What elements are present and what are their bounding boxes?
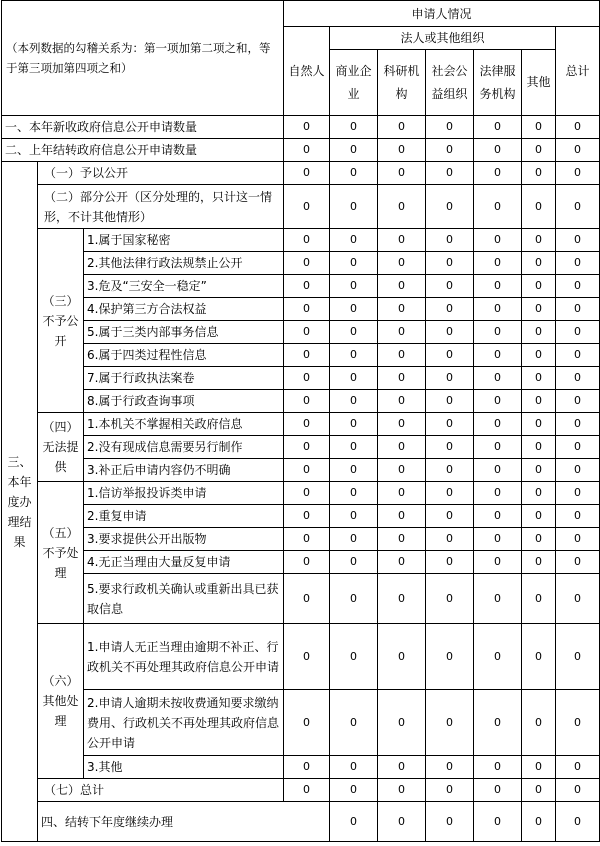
table-cell: 0 (284, 690, 330, 756)
table-cell: 0 (378, 344, 426, 367)
table-cell: 0 (378, 367, 426, 390)
table-cell: 0 (330, 344, 378, 367)
applicant-header: 申请人情况 (284, 1, 600, 27)
item-enforcement-files: 7.属于行政执法案卷 (84, 367, 284, 390)
item-overdue-fee: 2.申请人逾期未按收费通知要求缴纳费用、行政机关不再处理其政府信息公开申请 (84, 690, 284, 756)
table-cell: 0 (474, 185, 522, 229)
table-cell: 0 (284, 574, 330, 624)
table-cell: 0 (426, 551, 474, 574)
table-cell: 0 (474, 162, 522, 185)
table-cell: 0 (378, 779, 426, 802)
table-cell: 0 (474, 528, 522, 551)
group-not-processed: （五）不予处理 (38, 482, 84, 624)
table-cell: 0 (284, 390, 330, 413)
item-internal-affairs: 5.属于三类内部事务信息 (84, 321, 284, 344)
table-cell: 0 (284, 162, 330, 185)
table-cell: 0 (284, 436, 330, 459)
table-cell: 0 (474, 275, 522, 298)
table-cell: 0 (474, 574, 522, 624)
table-cell: 0 (426, 139, 474, 162)
item-overdue-correction: 1.申请人无正当理由逾期不补正、行政机关不再处理其政府信息公开申请 (84, 624, 284, 690)
table-cell: 0 (556, 756, 600, 779)
table-cell: 0 (474, 482, 522, 505)
table-cell: 0 (474, 624, 522, 690)
table-note: （本列数据的勾稽关系为：第一项加第二项之和，等于第三项加第四项之和） (2, 1, 284, 116)
table-cell: 0 (474, 505, 522, 528)
table-cell: 0 (522, 690, 556, 756)
item-other: 3.其他 (84, 756, 284, 779)
table-cell: 0 (378, 436, 426, 459)
table-cell: 0 (284, 252, 330, 275)
table-cell: 0 (474, 459, 522, 482)
table-cell: 0 (474, 367, 522, 390)
table-cell: 0 (556, 185, 600, 229)
table-cell: 0 (378, 528, 426, 551)
table-cell: 0 (556, 344, 600, 367)
table-cell: 0 (330, 229, 378, 252)
item-petition: 1.信访举报投诉类申请 (84, 482, 284, 505)
table-cell: 0 (426, 690, 474, 756)
table-cell: 0 (284, 275, 330, 298)
table-cell: 0 (474, 436, 522, 459)
table-cell: 0 (522, 505, 556, 528)
table-cell: 0 (378, 116, 426, 139)
table-cell: 0 (474, 321, 522, 344)
table-cell: 0 (426, 436, 474, 459)
table-cell: 0 (426, 185, 474, 229)
table-cell: 0 (426, 275, 474, 298)
table-cell: 0 (522, 624, 556, 690)
table-cell: 0 (522, 344, 556, 367)
table-cell: 0 (556, 162, 600, 185)
table-cell: 0 (284, 139, 330, 162)
table-cell: 0 (284, 528, 330, 551)
item-repeated-mass: 4.无正当理由大量反复申请 (84, 551, 284, 574)
table-cell: 0 (556, 116, 600, 139)
section-annual-results: 三、本年度办理结果 (2, 162, 38, 842)
item-needs-creation: 2.没有现成信息需要另行制作 (84, 436, 284, 459)
group-partially-disclosed: （二）部分公开（区分处理的，只计这一情形，不计其他情形） (38, 185, 284, 229)
table-cell: 0 (330, 624, 378, 690)
table-cell: 0 (556, 298, 600, 321)
table-cell: 0 (426, 229, 474, 252)
table-cell: 0 (426, 367, 474, 390)
table-cell: 0 (426, 624, 474, 690)
natural-person-header: 自然人 (284, 27, 330, 116)
table-cell: 0 (556, 436, 600, 459)
table-cell: 0 (556, 528, 600, 551)
table-cell: 0 (556, 139, 600, 162)
table-cell: 0 (522, 252, 556, 275)
table-cell: 0 (284, 321, 330, 344)
table-cell: 0 (284, 551, 330, 574)
table-cell: 0 (284, 229, 330, 252)
table-cell: 0 (330, 690, 378, 756)
table-cell: 0 (556, 482, 600, 505)
table-cell: 0 (522, 528, 556, 551)
item-admin-inquiry: 8.属于行政查询事项 (84, 390, 284, 413)
table-cell: 0 (426, 390, 474, 413)
table-cell: 0 (556, 574, 600, 624)
table-cell: 0 (284, 624, 330, 690)
group-disclosed: （一）予以公开 (38, 162, 284, 185)
table-cell: 0 (378, 139, 426, 162)
table-cell: 0 (556, 779, 600, 802)
table-cell: 0 (474, 229, 522, 252)
table-cell: 0 (330, 367, 378, 390)
table-cell: 0 (330, 252, 378, 275)
table-cell: 0 (522, 275, 556, 298)
table-cell: 0 (522, 574, 556, 624)
table-cell: 0 (284, 413, 330, 436)
table-cell: 0 (330, 482, 378, 505)
table-cell: 0 (522, 367, 556, 390)
table-cell: 0 (378, 275, 426, 298)
table-cell: 0 (522, 321, 556, 344)
table-cell: 0 (426, 528, 474, 551)
research-header: 科研机构 (378, 50, 426, 116)
table-cell: 0 (284, 344, 330, 367)
gov-info-disclosure-table (1, 0, 600, 842)
table-cell: 0 (378, 390, 426, 413)
table-cell: 0 (474, 390, 522, 413)
table-cell: 0 (522, 482, 556, 505)
table-cell: 0 (378, 505, 426, 528)
section-carry-forward: 四、结转下年度继续办理 (38, 802, 330, 842)
item-three-security: 3.危及“三安全一稳定” (84, 275, 284, 298)
table-cell: 0 (474, 298, 522, 321)
table-cell: 0 (556, 321, 600, 344)
other-header: 其他 (522, 50, 556, 116)
table-cell: 0 (330, 390, 378, 413)
group-total: （七）总计 (38, 779, 284, 802)
table-cell: 0 (474, 690, 522, 756)
table-cell: 0 (522, 185, 556, 229)
table-cell: 0 (426, 482, 474, 505)
table-cell: 0 (522, 413, 556, 436)
item-duplicate: 2.重复申请 (84, 505, 284, 528)
table-cell: 0 (522, 390, 556, 413)
table-cell: 0 (426, 459, 474, 482)
table-cell: 0 (522, 116, 556, 139)
item-third-party: 4.保护第三方合法权益 (84, 298, 284, 321)
table-cell: 0 (522, 459, 556, 482)
table-cell: 0 (556, 624, 600, 690)
table-cell: 0 (330, 275, 378, 298)
group-unable-to-provide: （四）无法提供 (38, 413, 84, 482)
table-cell: 0 (474, 413, 522, 436)
table-cell: 0 (522, 756, 556, 779)
table-cell: 0 (556, 275, 600, 298)
table-cell: 0 (378, 690, 426, 756)
table-cell: 0 (378, 551, 426, 574)
table-cell: 0 (330, 528, 378, 551)
table-cell: 0 (426, 505, 474, 528)
table-cell: 0 (426, 344, 474, 367)
table-cell: 0 (522, 436, 556, 459)
legal-service-header: 法律服务机构 (474, 50, 522, 116)
table-cell: 0 (522, 162, 556, 185)
group-other-handling: （六）其他处理 (38, 624, 84, 779)
table-cell: 0 (522, 298, 556, 321)
table-cell: 0 (378, 229, 426, 252)
table-cell: 0 (330, 551, 378, 574)
table-cell: 0 (556, 459, 600, 482)
table-cell: 0 (330, 779, 378, 802)
table-cell: 0 (426, 413, 474, 436)
table-cell: 0 (556, 367, 600, 390)
table-cell: 0 (426, 756, 474, 779)
table-cell: 0 (426, 321, 474, 344)
table-cell: 0 (330, 505, 378, 528)
table-cell: 0 (556, 802, 600, 842)
table-cell: 0 (284, 116, 330, 139)
table-cell: 0 (556, 390, 600, 413)
table-cell: 0 (284, 367, 330, 390)
group-not-disclosed: （三）不予公开 (38, 229, 84, 413)
table-cell: 0 (426, 252, 474, 275)
table-cell: 0 (556, 551, 600, 574)
table-cell: 0 (378, 624, 426, 690)
table-cell: 0 (474, 139, 522, 162)
table-cell: 0 (330, 298, 378, 321)
item-publications: 3.要求提供公开出版物 (84, 528, 284, 551)
table-cell: 0 (556, 413, 600, 436)
table-cell: 0 (330, 436, 378, 459)
table-cell: 0 (378, 252, 426, 275)
table-cell: 0 (556, 690, 600, 756)
table-cell: 0 (378, 574, 426, 624)
table-cell: 0 (474, 779, 522, 802)
table-cell: 0 (330, 802, 378, 842)
table-cell: 0 (556, 252, 600, 275)
table-cell: 0 (378, 321, 426, 344)
table-cell: 0 (426, 298, 474, 321)
table-cell: 0 (474, 802, 522, 842)
table-cell: 0 (522, 139, 556, 162)
table-cell: 0 (378, 413, 426, 436)
item-state-secret: 1.属于国家秘密 (84, 229, 284, 252)
social-header: 社会公益组织 (426, 50, 474, 116)
table-cell: 0 (474, 551, 522, 574)
table-cell: 0 (378, 482, 426, 505)
table-cell: 0 (426, 574, 474, 624)
item-not-held: 1.本机关不掌握相关政府信息 (84, 413, 284, 436)
table-cell: 0 (330, 459, 378, 482)
table-cell: 0 (474, 116, 522, 139)
section-carried-requests: 二、上年结转政府信息公开申请数量 (2, 139, 284, 162)
table-cell: 0 (474, 344, 522, 367)
table-cell: 0 (426, 116, 474, 139)
table-cell: 0 (522, 229, 556, 252)
table-cell: 0 (426, 779, 474, 802)
item-reconfirm: 5.要求行政机关确认或重新出具已获取信息 (84, 574, 284, 624)
table-cell: 0 (330, 139, 378, 162)
table-cell: 0 (378, 459, 426, 482)
legal-group-header: 法人或其他组织 (330, 27, 556, 50)
table-cell: 0 (522, 779, 556, 802)
table-cell: 0 (378, 162, 426, 185)
table-cell: 0 (284, 482, 330, 505)
table-cell: 0 (474, 252, 522, 275)
table-cell: 0 (284, 779, 330, 802)
table-cell: 0 (330, 574, 378, 624)
table-cell: 0 (378, 756, 426, 779)
total-header: 总计 (556, 27, 600, 116)
section-new-requests: 一、本年新收政府信息公开申请数量 (2, 116, 284, 139)
table-cell: 0 (284, 505, 330, 528)
table-cell: 0 (284, 459, 330, 482)
table-cell: 0 (474, 756, 522, 779)
table-cell: 0 (426, 802, 474, 842)
table-cell: 0 (522, 802, 556, 842)
table-cell: 0 (330, 756, 378, 779)
table-cell: 0 (378, 802, 426, 842)
table-cell: 0 (556, 229, 600, 252)
table-cell: 0 (330, 162, 378, 185)
table-cell: 0 (330, 185, 378, 229)
table-cell: 0 (378, 185, 426, 229)
business-header: 商业企业 (330, 50, 378, 116)
table-cell: 0 (330, 321, 378, 344)
table-cell: 0 (522, 551, 556, 574)
item-law-prohibited: 2.其他法律行政法规禁止公开 (84, 252, 284, 275)
table-cell: 0 (330, 413, 378, 436)
item-still-unclear: 3.补正后申请内容仍不明确 (84, 459, 284, 482)
item-process-info: 6.属于四类过程性信息 (84, 344, 284, 367)
table-cell: 0 (284, 298, 330, 321)
table-cell: 0 (330, 116, 378, 139)
table-cell: 0 (426, 162, 474, 185)
table-cell: 0 (378, 298, 426, 321)
table-cell: 0 (284, 756, 330, 779)
table-cell: 0 (556, 505, 600, 528)
table-cell: 0 (284, 185, 330, 229)
